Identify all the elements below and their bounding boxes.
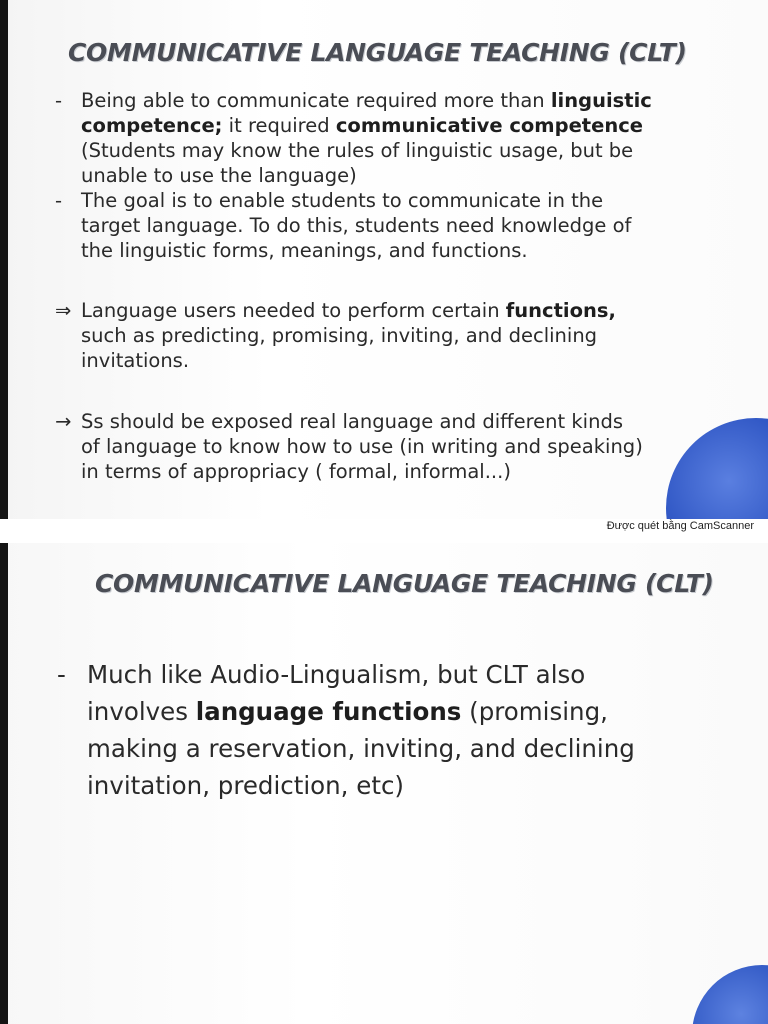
text-run: unable to use the language) — [81, 164, 357, 187]
text-line — [87, 767, 635, 804]
right-arrow-icon: → — [55, 410, 72, 433]
scanner-watermark: Được quét bằng CamScanner — [606, 520, 754, 532]
text-run: Much like Audio-Lingualism, but CLT also — [87, 660, 586, 689]
text-run: target language. To do this, students need knowledge of — [81, 214, 632, 237]
text-line — [87, 656, 635, 693]
text-run: (promising, — [461, 697, 608, 726]
bullet-marker: - — [55, 189, 63, 212]
text-run: Being able to communicate required more than — [81, 89, 551, 112]
text-run: the linguistic forms, meanings, and functions. — [81, 239, 528, 262]
bullet-body — [87, 656, 635, 804]
text-line — [81, 409, 643, 434]
scan-edge-shadow — [0, 0, 8, 519]
slide-bottom-title: COMMUNICATIVE LANGUAGE TEACHING (CLT) — [95, 569, 714, 598]
bold-text-run: communicative competence — [335, 114, 644, 137]
text-run: invitations. — [81, 349, 190, 372]
text-line — [87, 693, 635, 730]
text-line — [81, 434, 643, 459]
slide-top-title: COMMUNICATIVE LANGUAGE TEACHING (CLT) — [68, 38, 687, 67]
text-line — [81, 188, 631, 213]
bullet-body — [81, 88, 652, 188]
text-line — [81, 323, 616, 348]
text-line — [81, 459, 643, 484]
text-run: making a reservation, inviting, and declining — [87, 734, 635, 763]
slide-bottom — [0, 543, 768, 1024]
text-run: of language to know how to use (in writing and speaking) — [81, 435, 643, 458]
bullet-body — [81, 188, 631, 263]
text-run: Ss should be exposed real language and different kinds — [81, 410, 623, 433]
text-line — [81, 88, 652, 113]
text-line — [81, 298, 616, 323]
text-run: such as predicting, promising, inviting, and declining — [81, 324, 598, 347]
text-line — [81, 213, 631, 238]
text-line — [81, 163, 652, 188]
text-run: invitation, prediction, etc) — [87, 771, 404, 800]
text-line — [81, 348, 616, 373]
bold-text-run: competence; — [81, 114, 223, 137]
bold-text-run: linguistic — [550, 89, 652, 112]
bullet-real-language — [55, 409, 735, 484]
text-run: (Students may know the rules of linguistic usage, but be — [81, 139, 634, 162]
bullet-audio-lingualism — [57, 656, 737, 816]
bullet-goal — [55, 188, 735, 263]
text-line — [81, 238, 631, 263]
text-run: Language users needed to perform certain — [81, 299, 506, 322]
text-run: in terms of appropriacy ( formal, informal...) — [81, 460, 511, 483]
text-run: it required — [222, 114, 336, 137]
scan-edge-shadow — [0, 543, 8, 1024]
bold-text-run: language functions — [195, 697, 462, 726]
text-line — [81, 113, 652, 138]
bullet-marker: - — [55, 89, 63, 112]
text-run: The goal is to enable students to communicate in the — [81, 189, 604, 212]
text-run: involves — [87, 697, 196, 726]
bullet-marker: - — [57, 660, 66, 689]
bullet-body — [81, 409, 643, 484]
bold-text-run: functions, — [505, 299, 616, 322]
text-line — [81, 138, 652, 163]
bullet-communicative-competence — [55, 88, 735, 188]
bullet-functions — [55, 298, 735, 373]
bullet-body — [81, 298, 616, 373]
implies-arrow-icon: ⇒ — [55, 299, 72, 322]
text-line — [87, 730, 635, 767]
